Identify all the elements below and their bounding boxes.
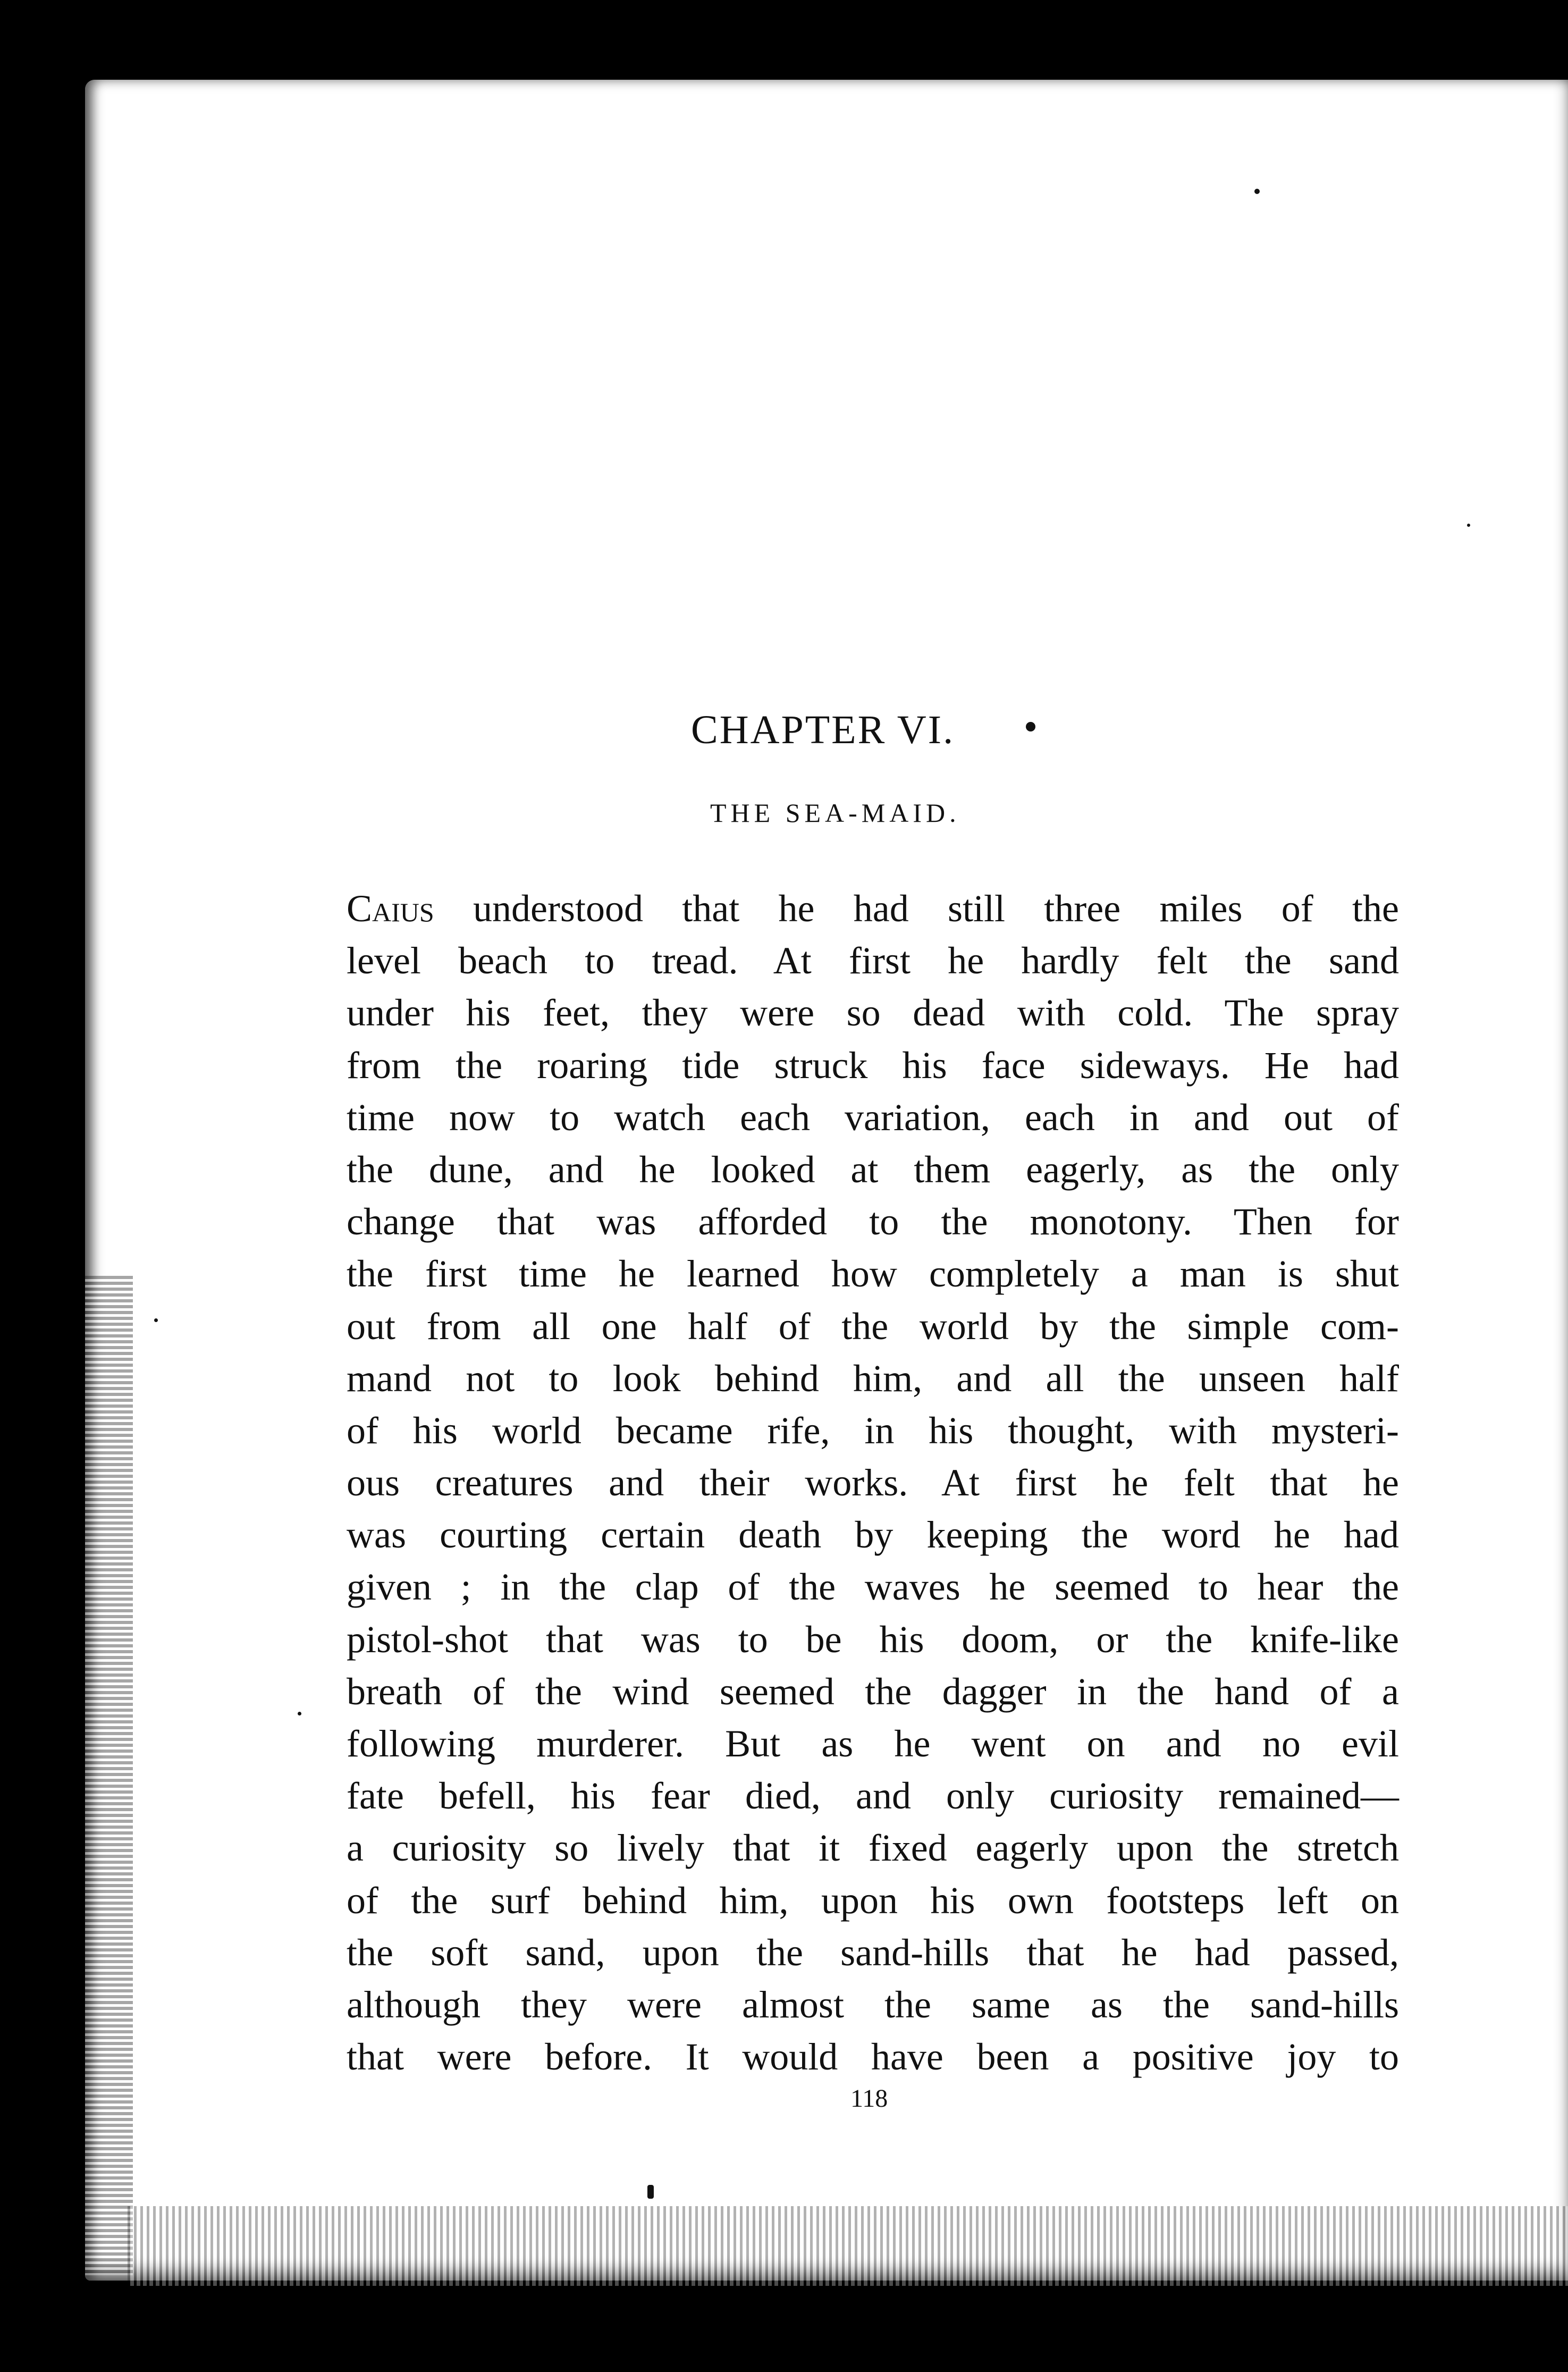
text-line: although they were almost the same as the sand-hills [347,1983,1399,2026]
text-line: the first time he learned how completely a man is shut [347,1252,1399,1296]
ink-speck [1254,189,1260,194]
text-line: of the surf behind him, upon his own footsteps left on [347,1879,1399,1922]
ink-speck [1467,524,1470,527]
text-line: a curiosity so lively that it fixed eagerly upon the stretch [347,1827,1399,1870]
ink-speck [1026,722,1035,731]
text-line: given ; in the clap of the waves he seemed to hear the [347,1566,1399,1609]
ink-speck [647,2185,654,2199]
text-line: mand not to look behind him, and all the unseen half [347,1357,1399,1400]
text-line: ous creatures and their works. At first he felt that he [347,1461,1399,1504]
text-line: change that was afforded to the monotony. Then for [347,1200,1399,1243]
text-line: from the roaring tide struck his face sideways. He had [347,1044,1399,1087]
body-text [347,882,1399,2083]
text-line: out from all one half of the world by the simple com- [347,1305,1399,1348]
text-line: breath of the wind seemed the dagger in the hand of a [347,1670,1399,1713]
text-line: was courting certain death by keeping the word he had [347,1513,1399,1557]
text-line: of his world became rife, in his thought, with mysteri- [347,1409,1399,1452]
chapter-subtitle: THE SEA-MAID. [710,798,960,828]
text-line: following murderer. But as he went on and no evil [347,1722,1399,1765]
text-line: under his feet, they were so dead with cold. The spray [347,991,1399,1034]
text-line: that were before. It would have been a positive joy to [347,2035,1399,2079]
ink-speck [154,1318,158,1322]
text-line: time now to watch each variation, each in and out of [347,1096,1399,1139]
text-line-rest: understood that he had still three miles of the [434,887,1399,930]
text-line: the dune, and he looked at them eagerly, as the only [347,1148,1399,1191]
text-line: level beach to tread. At first he hardly felt the sand [347,939,1399,982]
bottom-edge-scan-noise [128,2206,1568,2286]
text-line: the soft sand, upon the sand-hills that he had passed, [347,1931,1399,1974]
ink-speck [298,1712,301,1715]
text-line [347,882,1399,935]
drop-word: Caius [347,887,434,930]
text-line: fate befell, his fear died, and only curiosity remained— [347,1774,1399,1818]
left-edge-scan-noise [85,1276,133,2275]
page-number: 118 [850,2084,888,2113]
text-line: pistol-shot that was to be his doom, or the knife-like [347,1618,1399,1661]
chapter-title: CHAPTER VI. [691,708,955,752]
